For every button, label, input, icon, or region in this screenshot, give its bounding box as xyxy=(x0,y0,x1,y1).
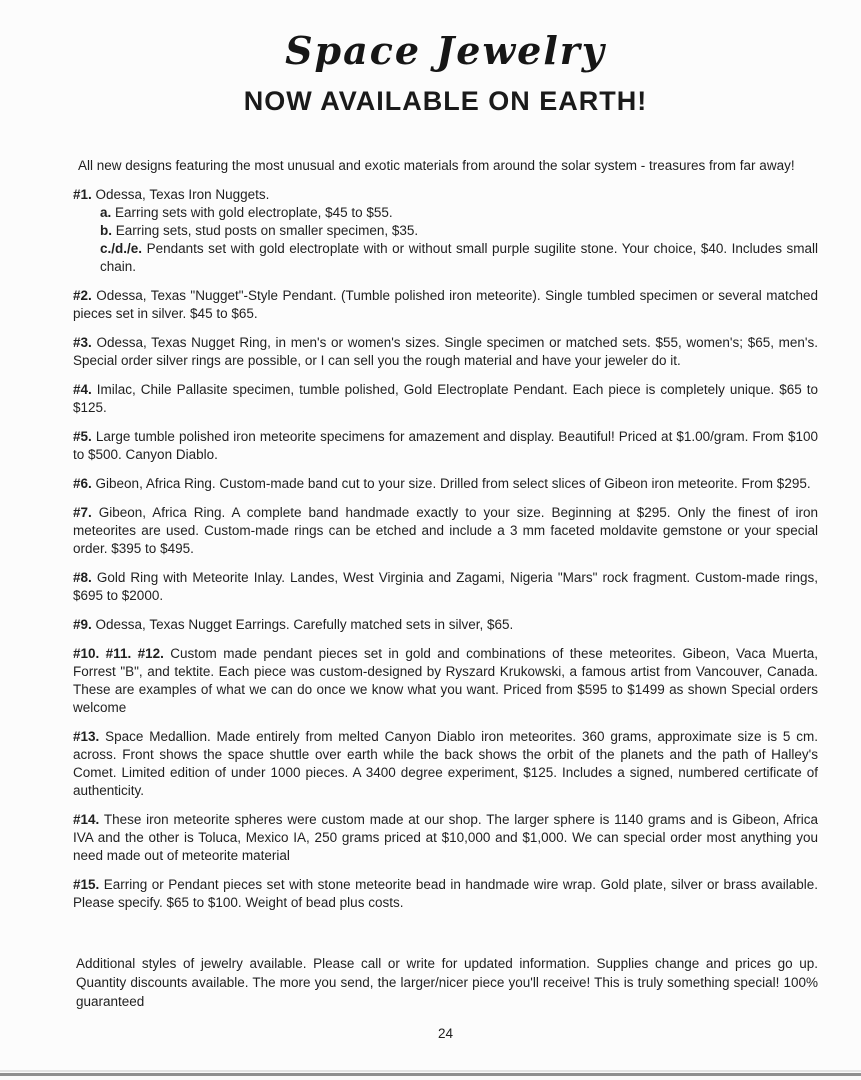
subitem-letter: a. xyxy=(100,205,112,220)
item-number: #1. xyxy=(73,187,92,202)
intro-paragraph: All new designs featuring the most unusual and exotic materials from around the solar system - treasures from far away! xyxy=(78,158,795,173)
catalog-subitem-cde: c./d./e. Pendants set with gold electroplate with or without small purple sugilite stone. Your choice, $40. Includes small chain. xyxy=(100,241,818,274)
catalog-item-3: #3. Odessa, Texas Nugget Ring, in men's or women's sizes. Single specimen or matched sets. $55, women's; $65, men's. Special order silver rings are possible, or I can sell you the rough material and have your jeweler do it. xyxy=(73,335,818,368)
catalog-item-14: #14. These iron meteorite spheres were custom made at our shop. The larger sphere is 1140 grams and is Gibeon, Africa IVA and the other is Toluca, Mexico IA, 250 grams priced at $10,000 and $1,000. We can special order most anything you need made out of meteorite material xyxy=(73,812,818,863)
scan-edge-light-line xyxy=(0,1070,861,1072)
catalog-item-13: #13. Space Medallion. Made entirely from melted Canyon Diablo iron meteorites. 360 grams, approximate size is 5 cm. across. Front shows the space shuttle over earth while the back shows the orbit of the planets and the path of Halley's Comet. Limited edition of under 1000 pieces. A 3400 degree experiment, $125. Includes a signed, numbered certificate of authenticity. xyxy=(73,729,818,798)
item-number: #9. xyxy=(73,617,92,632)
item-number: #6. xyxy=(73,476,92,491)
subitem-letter: c./d./e. xyxy=(100,241,143,256)
catalog-item-6: #6. Gibeon, Africa Ring. Custom-made band cut to your size. Drilled from select slices of Gibeon iron meteorite. From $295. xyxy=(73,476,811,491)
item-number: #2. xyxy=(73,288,92,303)
footer-note: Additional styles of jewelry available. Please call or write for updated information. Supplies change and prices go up. Quantity discounts available. The more you send, the larger/nicer piece you'll receive! This is truly something special! 100% guaranteed xyxy=(76,956,818,1009)
catalog-item-5: #5. Large tumble polished iron meteorite specimens for amazement and display. Beautiful! Priced at $1.00/gram. From $100 to $500. Canyon Diablo. xyxy=(73,429,818,462)
catalog-item-8: #8. Gold Ring with Meteorite Inlay. Landes, West Virginia and Zagami, Nigeria "Mars" rock fragment. Custom-made rings, $695 to $2000. xyxy=(73,570,818,603)
item-number: #3. xyxy=(73,335,92,350)
catalog-item-4: #4. Imilac, Chile Pallasite specimen, tumble polished, Gold Electroplate Pendant. Each piece is completely unique. $65 to $125. xyxy=(73,382,818,415)
item-number: #4. xyxy=(73,382,92,397)
catalog-item-1: #1. Odessa, Texas Iron Nuggets. a. Earring sets with gold electroplate, $45 to $55. b. Earring sets, stud posts on smaller specimen, $35. c./d./e. Pendants set with gold electroplate with or without small purple sugilite stone. Your choice, $40. Includes small chain. xyxy=(73,187,818,274)
item-number: #15. xyxy=(73,877,100,892)
catalog-item-9: #9. Odessa, Texas Nugget Earrings. Carefully matched sets in silver, $65. xyxy=(73,617,514,632)
page-title: Space Jewelry xyxy=(285,28,606,73)
item-list xyxy=(73,186,818,912)
scan-edge-dark-line xyxy=(0,1073,861,1076)
catalog-item-2: #2. Odessa, Texas "Nugget"-Style Pendant. (Tumble polished iron meteorite). Single tumbled specimen or several matched pieces set in silver. $45 to $65. xyxy=(73,288,818,321)
catalog-subitem-b: b. Earring sets, stud posts on smaller specimen, $35. xyxy=(100,223,419,238)
catalog-item-7: #7. Gibeon, Africa Ring. A complete band handmade exactly to your size. Beginning at $295. Only the finest of iron meteorites are used. Custom-made rings can be etched and include a 3 mm faceted moldavite gemstone or your special order. $395 to $495. xyxy=(73,505,818,556)
item-number: #10. #11. #12. xyxy=(73,646,164,661)
subitem-letter: b. xyxy=(100,223,112,238)
item-number: #14. xyxy=(73,812,100,827)
page-number: 24 xyxy=(437,1026,454,1041)
item-number: #8. xyxy=(73,570,92,585)
catalog-item-10-11-12: #10. #11. #12. Custom made pendant pieces set in gold and combinations of these meteorites. Gibeon, Vaca Muerta, Forrest "B", and tektite. Each piece was custom-designed by Ryszard Krukowski, a famous artist from Vancouver, Canada. These are examples of what we can do once we know what you want. Priced from $595 to $1499 as shown Special orders welcome xyxy=(73,646,818,715)
catalog-item-15: #15. Earring or Pendant pieces set with stone meteorite bead in handmade wire wrap. Gold plate, silver or brass available. Please specify. $65 to $100. Weight of bead plus costs. xyxy=(73,877,818,910)
item-number: #7. xyxy=(73,505,92,520)
item-number: #5. xyxy=(73,429,92,444)
item-number: #13. xyxy=(73,729,100,744)
catalog-subitem-a: a. Earring sets with gold electroplate, $45 to $55. xyxy=(100,205,393,220)
page-subtitle: NOW AVAILABLE ON EARTH! xyxy=(243,86,648,116)
